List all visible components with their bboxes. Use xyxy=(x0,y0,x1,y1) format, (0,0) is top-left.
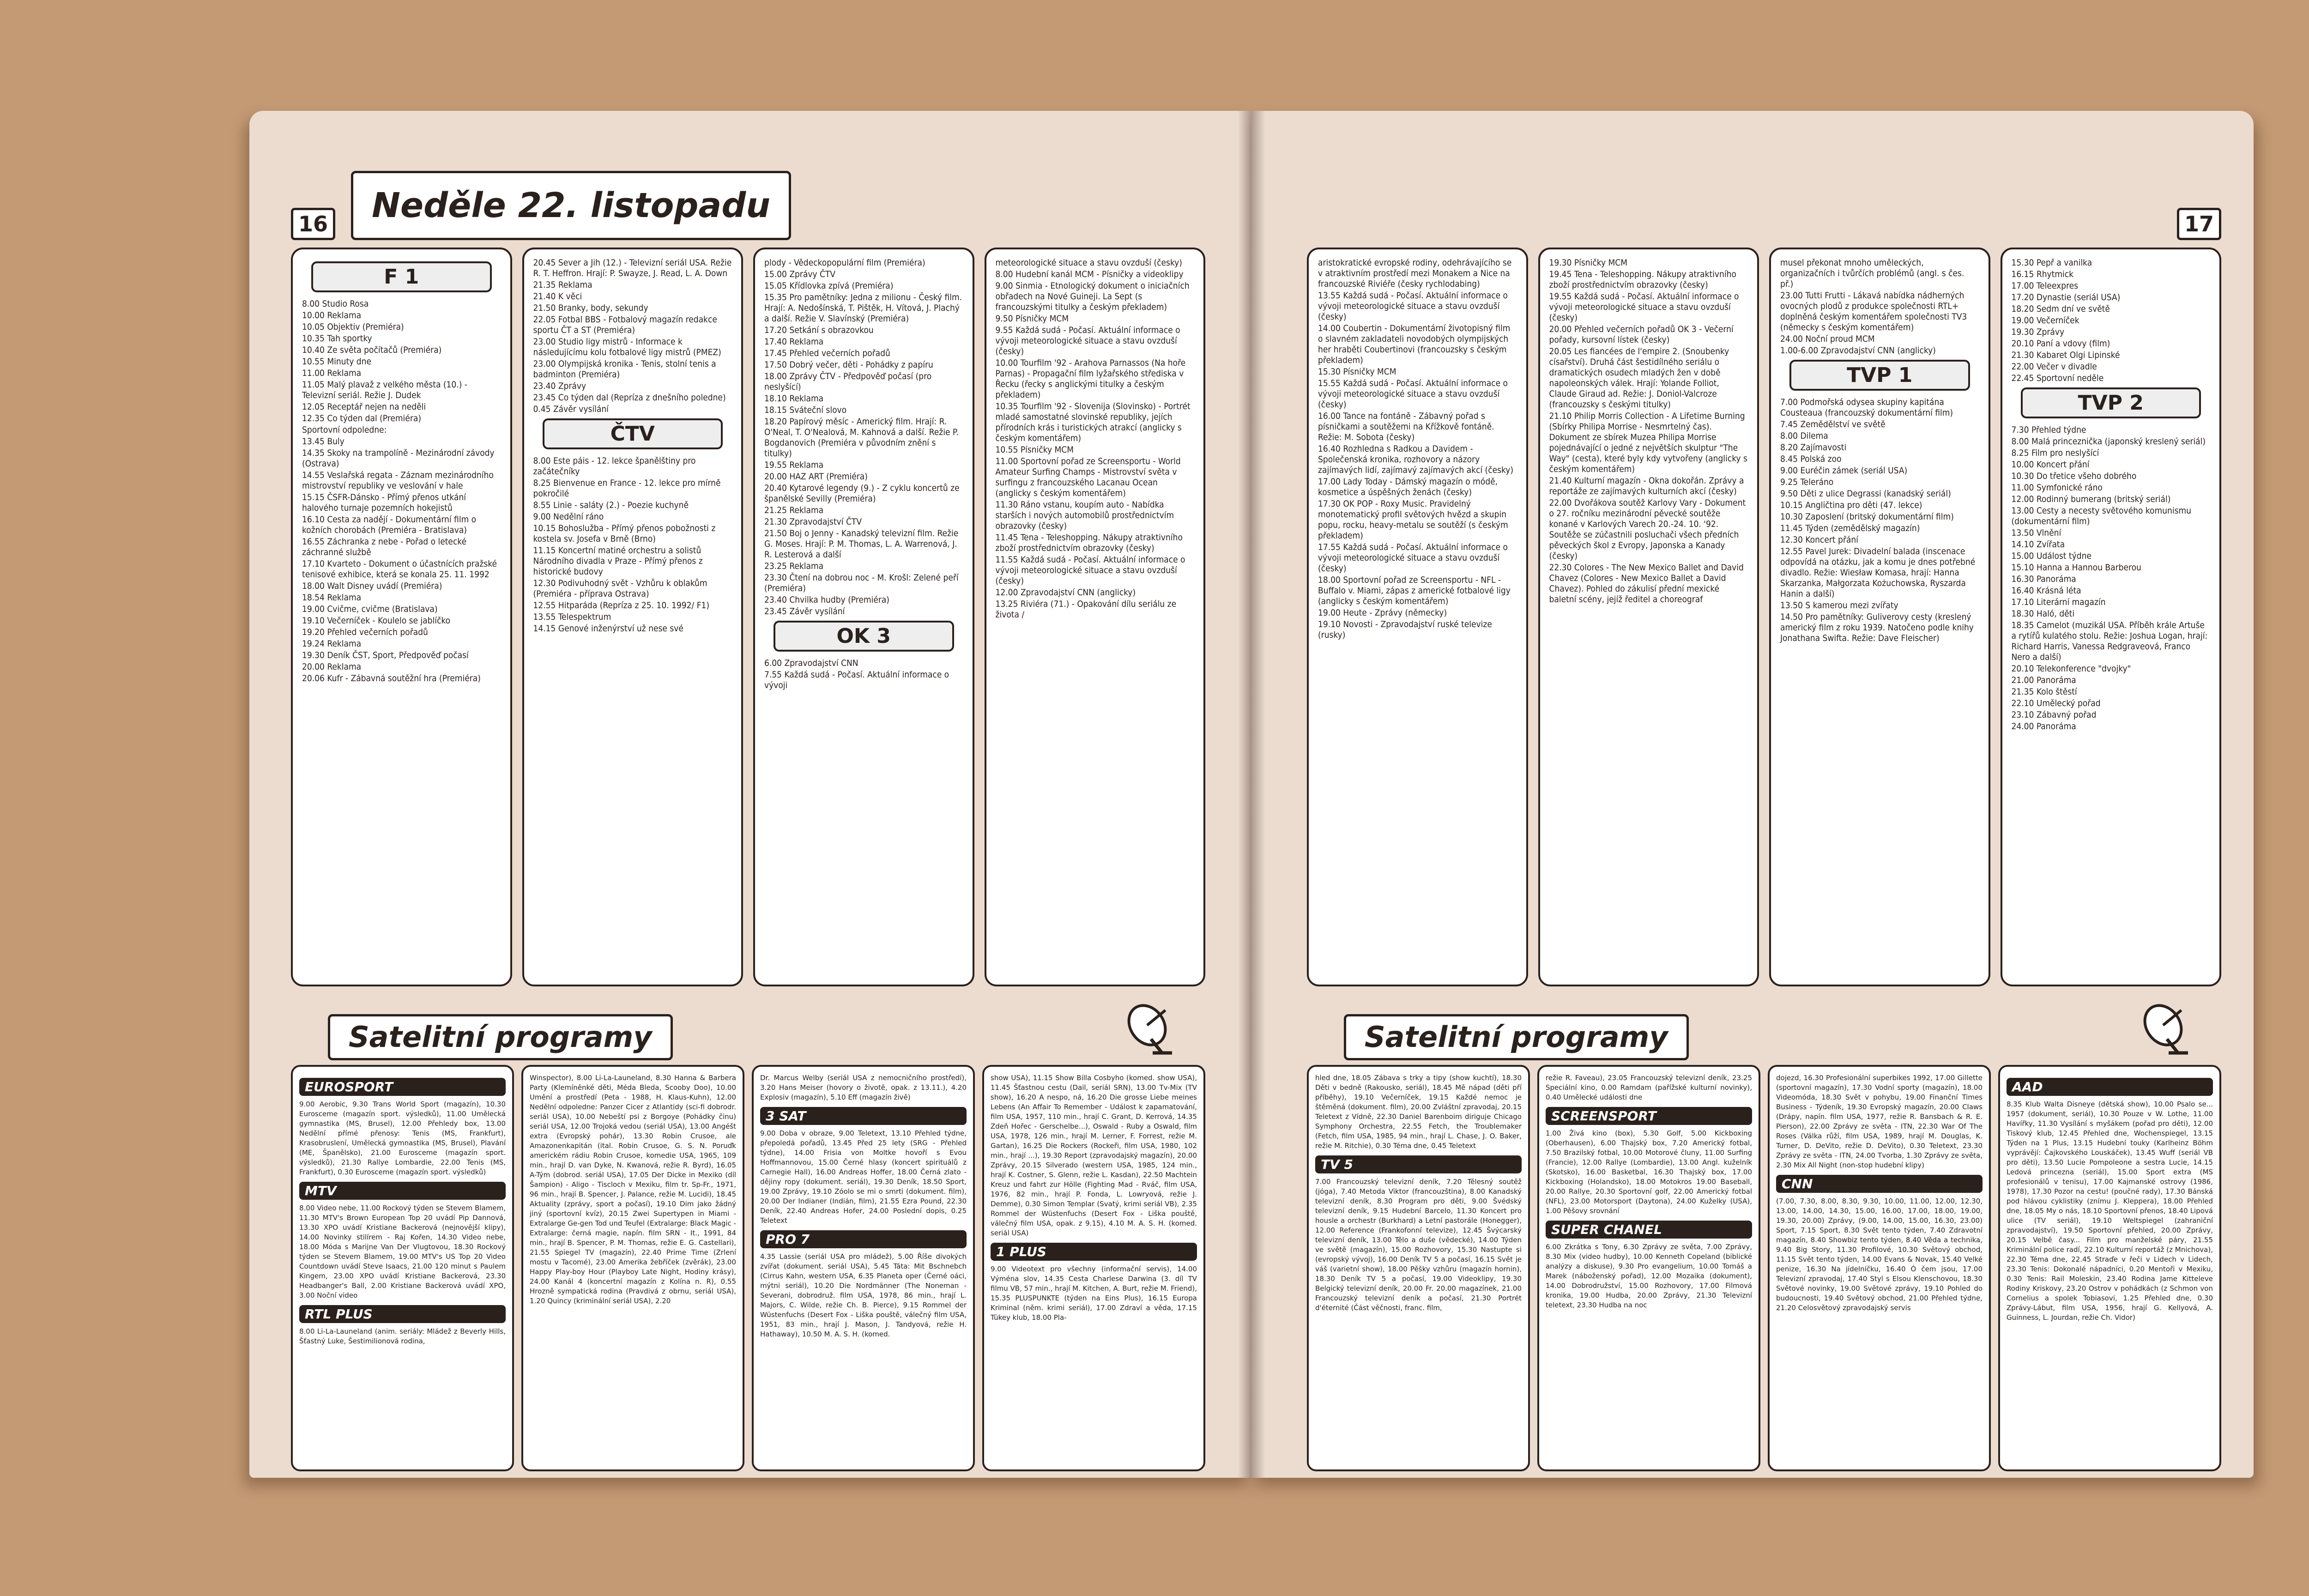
program-entry: 17.10 Kvarteto - Dokument o účastnících pražské tenisové exhibice, která se konala 25. 11. 1992 xyxy=(302,559,497,580)
program-entry: 11.00 Reklama xyxy=(302,368,362,378)
channel-label: TV 5 xyxy=(1315,1155,1522,1173)
program-entry: 8.00 Hudební kanál MCM - Písničky a videoklipy xyxy=(995,269,1184,279)
program-text: hled dne, 18.05 Zábava s trky a tipy (show kuchtí), 18.30 Děti v bedně (Rakousko, seriál), 18.45 Mě nápad (děti pří příběhy), 19.10 Večerníček, 19.15 Každé nemoc je štěměná (dokument. film), 20.00 Zvláštní zpravodaj, 20.15 Teletext z Vídně, 22.30 Daniel Barenboim diriguje Chicago Symphony Orchestra, 22.55 Fetch, the Troublemaker (Fetch, film USA, 1985, 94 min., hrají L. Chase, J. O. Baker, režie M. Ritchie), 0.30 Téma dne, 0.45 Teletext xyxy=(1315,1074,1522,1150)
program-text: 7.00 Francouzský televizní deník, 7.20 Tělesný soutěž (jóga), 7.40 Metoda Viktor (francouzština), 8.00 Kanadský televizní deník, 8.30 Program pro děti, 9.00 Švédský televizní deník, 9.15 Hudební Barcelo, 11.30 Koncert pro housle a orchestr (Burkhard) a Letní pastorále (Honegger), 12.00 Reference (Frankofonní televize), 12.45 Švýcarský televizní deník, 13.00 Tělo a duše (vědecké), 14.00 Týden ve světě (magazín), 15.00 Rozhovory, 15.30 Nastupte si (evropský vývoj), 16.00 Deník TV 5 a počasí, 16.15 Svět je váš (varietní show), 18.00 Pěšky vzhůru (magazín hornin), 18.30 Deník TV 5 a počasí, 19.00 Videoklipy, 19.30 Belgický televizní deník, 20.00 Fr. 20.00 magazínek, 21.00 Francouzský televizní deník a počasí, 21.30 Portrét d'éternité (Část věčnosti, franc. film, xyxy=(1315,1178,1522,1312)
program-entry: 11.00 Symfonické ráno xyxy=(2011,483,2103,493)
program-entry: 21.25 Reklama xyxy=(764,505,824,515)
satellite-column xyxy=(1998,1065,2221,1471)
program-text: Dr. Marcus Welby (seriál USA z nemocničního prostředí), 3.20 Hans Meiser (hovory o životě, opak. z 13.11.), 4.20 Explosiv (magazín), 5.10 Eff (magazín živě) xyxy=(760,1074,967,1101)
program-entry: 15.05 Křídlovka zpívá (Premiéra) xyxy=(764,281,894,291)
satellite-title: Satelitní programy xyxy=(328,1014,673,1060)
satellite-title: Satelitní programy xyxy=(1344,1014,1689,1060)
program-entry: 12.35 Co týden dal (Premiéra) xyxy=(302,413,421,423)
program-entry: 8.45 Polská zoo xyxy=(1780,454,1842,464)
channel-label: ČTV xyxy=(543,418,723,449)
program-entry: 9.50 Písničky MCM xyxy=(995,314,1069,324)
program-entry: 12.30 Podivuhodný svět - Vzhůru k oblakům (Premiéra - příprava Ostrava) xyxy=(533,578,707,599)
program-column xyxy=(522,248,743,986)
program-entry: 17.10 Literární magazín xyxy=(2011,597,2106,607)
program-entry: 22.45 Sportovní neděle xyxy=(2011,373,2104,383)
program-entry: 21.10 Philip Morris Collection - A Lifetime Burning (Sbírky Philipa Morrise - Nesmrtelný čas). Dokument ze sbírek Muzea Philipa Morrise pojednávající o jedné z největších skulptur "The Way" (cesta), které byly kdy vytvořeny (anglicky s českým komentářem) xyxy=(1549,411,1747,474)
program-entry: 23.30 Čtení na dobrou noc - M. Krošl: Zelené peří (Premiéra) xyxy=(764,573,959,593)
program-entry: 17.45 Přehled večerních pořadů xyxy=(764,348,890,358)
program-entry: 19.55 Každá sudá - Počasí. Aktuální informace o vývoji meteorologické situace a stavu ovzduší (česky) xyxy=(1549,291,1739,323)
program-entry: 11.45 Týden (zemědělský magazín) xyxy=(1780,523,1920,533)
program-entry: 13.50 S kamerou mezi zvířaty xyxy=(1780,600,1898,611)
program-entry: 14.35 Skoky na trampolíně - Mezinárodní závody (Ostrava) xyxy=(302,448,495,469)
program-entry: 15.15 ČSFR-Dánsko - Přímý přenos utkání halového turnaje pozemních hokejistů xyxy=(302,492,466,513)
program-entry: 18.00 Zprávy ČTV - Předpověď počasí (pro neslyšící) xyxy=(764,371,932,392)
satellite-column xyxy=(291,1065,514,1471)
program-entry: 18.30 Haló, děti xyxy=(2011,609,2075,619)
channel-label: 1 PLUS xyxy=(991,1243,1197,1261)
program-entry: 15.30 Písničky MCM xyxy=(1318,367,1396,377)
page-number: 17 xyxy=(2177,208,2221,240)
program-entry: 10.30 Zaposlení (britský dokumentární film) xyxy=(1780,512,1954,522)
magazine-spread xyxy=(249,111,2254,1478)
channel-label: TVP 2 xyxy=(2021,387,2201,418)
program-entry: 13.55 Každá sudá - Počasí. Aktuální informace o vývoji meteorologické situace a stavu ovzduší (česky) xyxy=(1318,290,1508,322)
program-entry: 10.55 Minuty dne xyxy=(302,357,371,367)
day-title: Neděle 22. listopadu xyxy=(351,171,791,240)
program-entry: 16.30 Panoráma xyxy=(2011,574,2076,584)
program-entry: 9.00 Euréčin zámek (seriál USA) xyxy=(1780,466,1908,476)
program-entry: 1.00-6.00 Zpravodajství CNN (anglicky) xyxy=(1780,345,1936,356)
program-entry: 10.35 Tah sportky xyxy=(302,333,372,344)
program-entry: 8.00 Este páis - 12. lekce španělštiny pro začátečníky xyxy=(533,456,696,477)
program-text: režie R. Faveau), 23.05 Francouzský televizní deník, 23.25 Speciální kino, 0.00 Ramdam (pařížské kulturní novinky), 0.40 Umělecké události dne xyxy=(1546,1074,1752,1101)
program-entry: 18.54 Reklama xyxy=(302,592,362,603)
program-entry: 8.55 Linie - saláty (2.) - Poezie kuchyně xyxy=(533,500,689,510)
program-text: 1.00 Živá kino (box), 5.30 Golf, 5.00 Kickboxing (Oberhausen), 6.00 Thajský box, 7.20 Americký fotbal, 7.50 Brazilský fotbal, 10.00 Motorové čluny, 11.00 Surfing (Francie), 12.00 Rallye (Lombardie), 13.00 Angl. kuželník (Skotsko), 16.00 Basketbal, 16.30 Thajský box, 17.00 Kickboxing (Holandsko), 18.00 Motokros 19.00 Baseball, 20.00 Rallye, 20.30 Sportovní golf, 22.00 Americký fotbal (NFL), 23.00 Motorsport (Daytona), 24.00 Kuželky (USA), 1.00 Pěšovy srovnání xyxy=(1546,1129,1752,1215)
program-entry: 10.15 Angličtina pro děti (47. lekce) xyxy=(1780,500,1922,510)
program-entry: 12.00 Rodinný bumerang (britský seriál) xyxy=(2011,494,2171,504)
program-text: 9.00 Aerobic, 9.30 Trans World Sport (magazín), 10.30 Eurosceme (magazín sport. výsledků), 11.00 Umělecká gymnastika (MS, Brusel), 12.00 Přehledy box, 13.00 Nedělní přímé přenosy: Tenis (MS, Frankfurt), Krasobruslení, Umělecká gymnastika (MS, Brusel), Plavání (ME, Španělsko), 21.00 Eurosceme (magazín sport. výsledků), 21.30 Rallye Lombardie, 22.00 Tenis (MS, Frankfurt), 0.30 Eurosceme (magazín sport. výsledků) xyxy=(299,1100,506,1176)
program-entry: 23.40 Zprávy xyxy=(533,381,586,391)
program-entry: 24.00 Noční proud MCM xyxy=(1780,334,1875,344)
program-entry: 17.50 Dobrý večer, děti - Pohádky z papíru xyxy=(764,360,933,370)
satellite-column xyxy=(1537,1065,1760,1471)
satellite-column xyxy=(752,1065,975,1471)
program-text: 9.00 Doba v obraze, 9.00 Teletext, 13.10 Přehled týdne, přepoledá pořadů, 13.45 Před 25 lety (SRG - Přehled týdne), 14.00 Frisia von Moltke hovoří s Evou Hoffmannovou, 15.00 Černé hlasy (koncert spirituálů z Carnegie Hall), 16.00 Andreas Hoffer, 18.00 Černá zlato - dějiny ropy (dokument. seriál), 19.30 Deník, 18.50 Sport, 19.00 Zprávy, 19.10 Zóolo se mi o smrti (dokument. film), 20.00 Der Indianer (Indián, film), 21.55 Ezra Pound, 22.30 Deník, 22.40 Andreas Hofer, 24.00 Poslední dopis, 0.25 Teletext xyxy=(760,1129,967,1225)
program-text: dojezd, 16.30 Profesionální superbikes 1992, 17.00 Gillette (sportovní magazín), 17.30 Vodní sporty (magazín), 18.00 Videomóda, 18.30 Svět v pohybu, 19.00 Finanční Times Business - Týdeník, 19.30 Evropský magazín, 20.00 Claws (Drápy, napín. film USA, 1977, režie R. Bansbach & R. E. Pierson), 22.00 Zprávy ze světa - ITN, 22.30 War Of The Roses (Válka růží, film USA, 1989, hrají M. Douglas, K. Turner, D. DeVito, režie D. DeVito), 0.30 Teletext, 23.30 Zprávy ze světa - ITN, 24.00 Tvorba, 1.30 Zprávy ze světa, 2.30 Mix All Night (non-stop hudební klipy) xyxy=(1776,1074,1983,1169)
program-entry: 7.30 Přehled týdne xyxy=(2011,425,2086,435)
channel-label: TVP 1 xyxy=(1789,360,1970,391)
program-entry: 22.05 Fotbal BBS - Fotbalový magazín redakce sportu ČT a ST (Premiéra) xyxy=(533,314,717,335)
program-entry: 21.35 Kolo štěstí xyxy=(2011,687,2077,697)
program-entry: aristokratické evropské rodiny, odehrávajícího se v atraktivním prostředí mezi Monakem a Nice na francouzské Riviéře (česky rychlodabing) xyxy=(1318,258,1512,289)
program-text: show USA), 11.15 Show Billa Cosbyho (komed. show USA), 11.45 Šťastnou cestu (Dail, seriál SRN), 13.00 Tv-Mix (TV show), 16.20 A nespo, ná, 16.20 Die grosse Liebe meines Lebens (An Affair To Remember - Událost k zapamatování, film USA, 1957, 110 min., hrají C. Grant, D. Kerrová, 14.35 Zdeň Hořec - Gerschelbe...), Oswald - Ruby a Oswald, film USA, 1978, 126 min., hrají M. Lerner, F. Forrest, režie M. Gartan), 16.25 Die Rockers (Rockeři, film USA, 1980, 102 min., hrají ...), 19.30 Report (zpravodajský magazín), 20.00 Zprávy, 20.15 Silverado (western USA, 1985, 124 min., hrají K. Costner, S. Glenn, režie L. Kasdan), 22.50 Machtein Kreuz und fahrt zur Hölle (Fighting Mad - Rváč, film USA, 1976, 82 min., hrají P. Fonda, L. Lowryová, režie J. Demme), 0.30 Simon Templar (Svatý, krimi seriál VB), 2.35 Rommel der Wüstenfuchs (Desert Fox - Liška pouště, válečný film USA, opak. z 9.15), 4.10 M. A. S. H. (komed. seriál USA) xyxy=(991,1074,1197,1237)
program-entry: 23.40 Chvilka hudby (Premiéra) xyxy=(764,595,889,605)
program-entry: 22.10 Umělecký pořad xyxy=(2011,698,2101,708)
satellite-grid xyxy=(1307,1065,2221,1471)
program-entry: 12.00 Zpravodajství CNN (anglicky) xyxy=(995,587,1136,598)
program-entry: 21.40 Kulturní magazín - Okna dokořán. Zprávy a reportáže ze zajímavých kulturních akcí (česky) xyxy=(1549,476,1744,496)
program-text: (7.00, 7.30, 8.00, 8.30, 9.30, 10.00, 11.00, 12.00, 12.30, 13.00, 14.00, 14.30, 15.00, 16.00, 17.00, 18.00, 19.00, 19.30, 20.00) Zprávy, (9.00, 14.00, 15.00, 16.30, 23.00) Sport, 7.15 Sport, 8.30 Svět tento týden, 7.40 Zdravotní magazín, 8.40 Showbiz tento týden, 8.40 Věda a technika, 9.40 Big Story, 11.30 Profilové, 10.30 Světový obchod, 11.15 Svět tento týden, 14.00 Evans & Novak, 15.40 Velké penize, 16.30 Na jídelníčku, 16.40 Ó čem jsou, 17.00 Televizní zpravodaj, 17.40 Styl s Elsou Klenschovou, 18.30 Světové novinky, 19.00 Světové zprávy, 19.10 Pohled do budoucnosti, 19.40 Světový obchod, 21.00 Přehled týdne, 21.20 Celosvětový zpravodajský servis xyxy=(1776,1197,1983,1312)
program-grid xyxy=(291,248,1205,986)
program-entry: 10.00 Reklama xyxy=(302,310,362,320)
program-entry: 7.55 Každá sudá - Počasí. Aktuální informace o vývoji xyxy=(764,670,949,690)
program-column xyxy=(985,248,1206,986)
right-header xyxy=(1307,166,2221,240)
program-entry: 16.40 Rozhledna s Radkou a Davidem - Společenská kronika, rozhovory a názory zajímavých lidí, zajímavý zajímavých akcí (česky) xyxy=(1318,444,1514,475)
program-entry: 18.20 Sedm dní ve světě xyxy=(2011,304,2110,314)
channel-label: RTL PLUS xyxy=(299,1305,506,1323)
program-text: Winspector), 8.00 Li-La-Launeland, 8.30 Hanna & Barbera Party (Klemíněnké děti, Méda Bleda, Scooby Doo), 10.00 Umění a prostředí (Peta - 1988, H. Klaus-Kuhn), 12.00 Nedělní odpoledne: Panzer Cicer z Atlantidy (sci-fi dobrodr. seriál USA), 10.00 Nebeští psi z Borgoye (Pohádky činu) seriál USA, 12.00 Trojoká vedou (seriál USA), 13.00 Angéšt extra (Evropský pohár), 13.30 Robin Crusoe, ale Amazonenkapitán (ital. Robin Crusoe, G. S. N. Poruďk americkém rádiu Robin Crusoe, komedie USA, 1965, 109 min., hrají D. van Dyke, N. Kwanová, režie R. Byrd), 16.05 A-Tým (dobrod. seriál USA), 17.05 Der Dicke in Mexiko (díl Šampion) - Aligo - Tiscloch v Mexiku, film tr. Sp-Fr., 1971, 96 min., hrají B. Spencer, J. Palance, režie M. Lucidi), 18.45 Aktuality (zprávy, sport a počasí), 19.10 Dim jako žádný jiný (sportovní kvíz), 20.15 Zwei Supertypen in Miami - Extralarge Ge-gen Tod und Teufel (Extralarge: Black Magic - Extralarge: černá magie, napín. film SRN - It., 1991, 84 min., hrají B. Spencer, P. M. Thomas, režie E. G. Castellari), 21.55 Spiegel TV (magazín), 22.40 Prime Time (Zrlení mostu v Tacomé), 23.00 Amerika žebříček (zvěrák), 23.00 Happy Play-boy Hour (Playboy Late Night, Hodiny krásy), 24.00 Kanál 4 (koncertní magazín z Kolína n. R), 0.55 Hrozně sympatická rodina (Pravdivá z obrnu, seriál USA), 1.20 Quincy (kriminální seriál USA), 2.20 xyxy=(530,1074,736,1305)
program-entry: 11.05 Malý plavaž z velkého města (10.) - Televizní seriál. Režie J. Dudek xyxy=(302,380,467,400)
program-entry: 11.55 Každá sudá - Počasí. Aktuální informace o vývoji meteorologické situace a stavu ovzduší (česky) xyxy=(995,555,1185,586)
program-entry: musel překonat mnoho uměleckých, organizačních i tvůrčích problémů (angl. s čes. př.) xyxy=(1780,258,1964,289)
program-entry: 12.55 Hitparáda (Repríza z 25. 10. 1992/ F1) xyxy=(533,600,710,611)
program-entry: 15.35 Pro pamětníky: Jedna z milionu - Český film. Hrají: A. Nedošínská, T. Pištěk, H. Vítová, J. Plachý a další. Režie V. Slavínský (Premiéra) xyxy=(764,292,962,324)
program-entry: 17.20 Setkání s obrazovkou xyxy=(764,325,874,335)
program-entry: 19.10 Večerníček - Koulelo se jablíčko xyxy=(302,616,451,626)
program-entry: 7.45 Zemědělství ve světě xyxy=(1780,419,1886,429)
channel-label: AAD xyxy=(2007,1078,2213,1096)
program-entry: 10.15 Bohoslužba - Přímý přenos pobožnosti z kostela sv. Josefa v Brně (Brno) xyxy=(533,523,716,544)
channel-label: PRO 7 xyxy=(760,1230,967,1248)
program-grid xyxy=(1307,248,2221,986)
satellite-column xyxy=(1768,1065,1991,1471)
program-entry: 18.20 Papírový měsíc - Americký film. Hrají: R. O'Neal, T. O'Nealová, M. Kahnová a další. Režie P. Bogdanovich (Premiéra v původním znění s titulky) xyxy=(764,417,959,459)
program-text: 8.35 Klub Walta Disneye (dětská show), 10.00 Psalo se... 1957 (dokument, seriál), 10.30 Pouze v W. Lothe, 11.00 Havířky, 11.30 Vysílání s myšákem (pořad pro děti), 12.00 Tiskový klub, 12.45 Přehled dne, Wochenspiegel, 13.15 Týden na 1 Plus, 13.15 Hudební touky (Karlheinz Böhm vyprávějí: Čajkovského Louskáček), 13.45 Wuff (seriál VB pro děti), 13.50 Lucie Pompoleone a sestra Lucie, 14.15 Ledová princezna (seriál), 15.00 Sport extra (MS profesionálů v tenisu), 17.00 Kajmanské ostrovy (1986, 1978), 17.30 Pozor na cestu! (poučné rady), 17.30 Bánská pod hlávou cyklistiky (znímu J. Kleppera), 18.00 Přehled dne, 18.05 My o nás, 18.10 Sportovní přenos, 18.40 Lipová ulice (TV seriál), 19.10 Weltspiegel (zahraniční zpravodajství), 19.50 Sportovní přehled, 20.00 Zprávy, 20.15 Velbě časy... Film pro manželské páry, 21.55 Kriminální police radí, 22.10 Kulturní reportáž (z Mnichova), 22.30 Téma dne, 22.45 Straďe v řeči v Lidech v Lidech, 23.30 Tenis: Dokonalé nápadníci, 0.20 Mentoři v Mexiku, 0.30 Tenis: Rail Moleskin, 23.40 Rodina Jame Kitteleve Rodiny Kriskovy, 23.20 Ostrov v pohádkách (z Schmon von Cornelius a spolek Tobiasovi, 1.25 Přehled dne, 0.30 Zprávy-Lábut, film USA, 1956, hrají G. Kellyová, A. Guinness, L. Jourdan, režie Ch. Vidor) xyxy=(2007,1100,2213,1322)
channel-label: 3 SAT xyxy=(760,1107,967,1125)
program-entry: 18.15 Sváteční slovo xyxy=(764,405,847,415)
program-entry: 11.15 Koncertní matiné orchestru a solistů Národního divadla v Praze - Přímý přenos z historické budovy xyxy=(533,545,703,577)
program-entry: 8.25 Bienvenue en France - 12. lekce pro mírně pokročilé xyxy=(533,478,721,499)
program-entry: 15.30 Pepř a vanilka xyxy=(2011,258,2092,268)
program-entry: 13.55 Telespektrum xyxy=(533,612,611,622)
program-entry: 9.55 Každá sudá - Počasí. Aktuální informace o vývoji meteorologické situace a stavu ovzduší (česky) xyxy=(995,325,1180,357)
program-entry: 16.15 Rhytmick xyxy=(2011,269,2074,279)
program-column xyxy=(291,248,512,986)
satellite-dish-icon xyxy=(2138,1000,2194,1056)
program-entry: 6.00 Zpravodajství CNN xyxy=(764,658,858,668)
spine-fold xyxy=(1238,111,1265,1478)
program-column xyxy=(1769,248,1990,986)
program-entry: 23.10 Zábavný pořad xyxy=(2011,710,2097,720)
program-entry: 8.25 Film pro neslyšící xyxy=(2011,448,2099,458)
program-text: 6.00 Zkrátka s Tony, 6.30 Zprávy ze světa, 7.00 Zprávy, 8.30 Mix (video hudby), 10.00 Kenneth Copeland (biblické analýzy a diskuse), 9.30 Pro evangelium, 10.00 Tomáš a Marek (náboženský pořad), 12.00 Mozaika (dokument), 14.00 Dobrodružství, 15.00 Rozhovory, 17.00 Filmová kronika, 19.00 Hudba, 20.00 Zprávy, 21.30 Televizní teletext, 23.30 Hudba na noc xyxy=(1546,1243,1752,1309)
program-entry: 10.55 Písničky MCM xyxy=(995,445,1074,455)
program-entry: 17.30 OK POP - Roxy Music. Pravidelný monotematický profil světových hvězd a skupin popu, rocku, heavy-metalu se soutěží (s českým překladem) xyxy=(1318,499,1508,541)
program-entry: 9.00 Sinmia - Etnologický dokument o iniciačních obřadech na Nové Guineji. La Sept (s francouzskými titulky a českým překladem) xyxy=(995,281,1190,312)
program-entry: 10.00 Tourfilm '92 - Arahova Parnassos (Na hoře Parnas) - Propagační film lyžařského střediska v Řecku (řecky s anglickými titulky a českým překladem) xyxy=(995,358,1186,400)
program-entry: 0.45 Závěr vysílání xyxy=(533,404,609,414)
program-entry: 11.45 Tena - Teleshopping. Nákupy atraktivního zboží prostřednictvím obrazovky (česky) xyxy=(995,532,1183,553)
program-entry: 8.20 Zajímavosti xyxy=(1780,442,1847,453)
program-entry: 23.00 Olympijská kronika - Tenis, stolní tenis a badminton (Premiéra) xyxy=(533,359,716,380)
program-entry: 15.55 Každá sudá - Počasí. Aktuální informace o vývoji meteorologické situace a stavu ovzduší (česky) xyxy=(1318,378,1508,410)
program-entry: 18.00 Walt Disney uvádí (Premiéra) xyxy=(302,581,442,591)
program-entry: 18.35 Camelot (muzikál USA. Příběh krále Artuše a rytířů kulatého stolu. Režie: Joshua Logan, hrají: Richard Harris, Vanessa Redgraveová, Franco Nero a další) xyxy=(2011,620,2208,662)
program-entry: Sportovní odpoledne: xyxy=(302,425,387,435)
program-entry: 15.00 Zprávy ČTV xyxy=(764,269,836,279)
channel-label: CNN xyxy=(1776,1175,1983,1193)
left-header xyxy=(291,166,1205,240)
program-entry: 14.55 Veslařská regata - Záznam mezinárodního mistrovství republiky ve veslování v hale xyxy=(302,470,494,491)
satellite-dish-icon xyxy=(1122,1000,1178,1056)
program-entry: 9.25 Teleráno xyxy=(1780,477,1834,487)
program-entry: 20.00 Přehled večerních pořadů OK 3 - Večerní pořady, kursovní lístek (česky) xyxy=(1549,324,1734,345)
program-entry: 15.00 Událost týdne xyxy=(2011,551,2091,561)
program-entry: 19.20 Přehled večerních pořadů xyxy=(302,627,428,637)
program-entry: 13.50 Vlnění xyxy=(2011,528,2061,538)
program-entry: 21.50 Branky, body, sekundy xyxy=(533,303,648,313)
program-entry: 10.05 Objektiv (Premiéra) xyxy=(302,322,404,332)
program-entry: 20.00 HAZ ART (Premiéra) xyxy=(764,472,868,482)
program-entry: 19.55 Reklama xyxy=(764,460,824,470)
program-column xyxy=(1538,248,1759,986)
program-text: 8.00 Li-La-Launeland (anim. seriály: Mládež z Beverly Hills, Šťastný Luke, Šestimilionová rodina, xyxy=(299,1327,506,1345)
program-entry: 23.00 Studio ligy mistrů - Informace k následujícímu kolu fotbalové ligy mistrů (PMEZ) xyxy=(533,337,721,357)
program-entry: 10.30 Do třetice všeho dobrého xyxy=(2011,471,2137,481)
program-entry: 19.30 Zprávy xyxy=(2011,327,2065,337)
program-entry: 12.55 Pavel Jurek: Divadelní balada (inscenace odpovídá na otázku, jak a komu je dnes potřebné divadlo. Režie: Wiesław Komasa, hrají: Hanna Skarzanka, Małgorzata Kożuchowska, Ryszarda Hanin a další) xyxy=(1780,546,1976,599)
program-entry: 14.00 Coubertin - Dokumentární životopisný film o slavném zakladateli novodobých olympijských her hraběti Coubertinovi (francouzsky s českým překladem) xyxy=(1318,323,1511,365)
channel-label: EUROSPORT xyxy=(299,1078,506,1096)
right-page xyxy=(1251,111,2254,1478)
left-page xyxy=(249,111,1251,1478)
program-column xyxy=(753,248,974,986)
program-entry: 11.00 Sportovní pořad ze Screensportu - World Amateur Surfing Champs - Mistrovství světa v surfingu z francouzského Lacanau Ocean (anglicky s českým komentářem) xyxy=(995,456,1181,498)
satellite-column xyxy=(521,1065,744,1471)
program-entry: 21.40 K věci xyxy=(533,291,582,302)
program-entry: 20.00 Reklama xyxy=(302,662,362,672)
channel-label: OK 3 xyxy=(774,621,954,652)
program-entry: 19.10 Novosti - Zpravodajství ruské televize (rusky) xyxy=(1318,619,1492,640)
program-column xyxy=(1307,248,1528,986)
program-entry: 20.45 Sever a Jih (12.) - Televizní seriál USA. Režie R. T. Heffron. Hrají: P. Swayze, J. Read, L. A. Down xyxy=(533,258,732,278)
satellite-column xyxy=(982,1065,1205,1471)
program-entry: 8.00 Studio Rosa xyxy=(302,299,369,309)
program-entry: 20.40 Kytarové legendy (9.) - Z cyklu koncertů ze španělské Sevilly (Premiéra) xyxy=(764,483,960,504)
program-entry: 18.10 Reklama xyxy=(764,393,824,404)
program-entry: meteorologické situace a stavu ovzduší (česky) xyxy=(995,258,1182,268)
program-entry: 19.00 Večerníček xyxy=(2011,315,2079,326)
program-entry: 16.40 Krásná léta xyxy=(2011,586,2081,596)
program-entry: 9.00 Nedělní ráno xyxy=(533,512,604,522)
channel-label: SUPER CHANEL xyxy=(1546,1221,1752,1239)
program-entry: 19.30 Písničky MCM xyxy=(1549,258,1627,268)
program-entry: 10.00 Koncert přání xyxy=(2011,459,2090,470)
program-entry: 17.00 Teleexpres xyxy=(2011,281,2079,291)
program-entry: 19.00 Cvičme, cvičme (Bratislava) xyxy=(302,604,438,614)
program-entry: 17.00 Lady Today - Dámský magazín o módě, kosmetice a úspěšných ženách (česky) xyxy=(1318,477,1498,497)
program-entry: 21.00 Panoráma xyxy=(2011,675,2076,685)
program-entry: 12.30 Koncert přání xyxy=(1780,535,1858,545)
program-entry: 24.00 Panoráma xyxy=(2011,721,2076,732)
program-entry: 12.05 Receptář nejen na neděli xyxy=(302,402,426,412)
program-column xyxy=(2001,248,2222,986)
program-entry: 16.10 Cesta za nadějí - Dokumentární film o kožních chorobách (Premiéra - Bratislava) xyxy=(302,514,477,535)
program-entry: 11.30 Ráno vstanu, koupím auto - Nabídka starších i nových automobilů prostřednictvím obrazovky (česky) xyxy=(995,500,1174,531)
program-entry: 17.55 Každá sudá - Počasí. Aktuální informace o vývoji meteorologické situace a stavu ovzduší (česky) xyxy=(1318,542,1508,574)
program-entry: 22.00 Večer v divadle xyxy=(2011,362,2097,372)
program-entry: 23.25 Reklama xyxy=(764,561,824,571)
program-entry: 8.00 Dilema xyxy=(1780,431,1828,441)
program-entry: 18.00 Sportovní pořad ze Screensportu - NFL - Buffalo v. Miami, zápas z americké fotbalové ligy (anglicky s českým komentářem) xyxy=(1318,575,1511,606)
program-text: 8.00 Video nebe, 11.00 Rockový týden se Stevem Blamem, 11.30 MTV's Brown European Top 20 uvádí Pip Dannová, 13.30 XPO uvádí Kristiane Backerová (nejnovější klipy), 14.00 Novinky stilírem - Raj Kořen, 14.30 Video nebe, 18.00 Móda s Marijne Van Der Vlugtovou, 18.30 Rockový týden se Stevem Blamem, 19.00 MTV's US Top 20 Video Countdown uvádí Steve Isaacs, 21.00 120 minut s Paulem Kingem, 23.00 XPO uvádí Kristiane Backerová, 23.30 Headbanger's Ball, 2.00 Kristiane Backerová uvádí XPO, 3.00 Noční video xyxy=(299,1204,506,1300)
program-entry: 10.35 Tourfilm '92 - Slovenija (Slovinsko) - Portrét mladé samostatné slovinské republiky, jejích přírodních krás i turistických atrakcí (anglicky s českým komentářem) xyxy=(995,401,1191,443)
program-entry: 10.40 Ze světa počítačů (Premiéra) xyxy=(302,345,442,355)
program-entry: 7.00 Podmořská odysea skupiny kapitána Cousteaua (francouzský dokumentární film) xyxy=(1780,397,1953,418)
satellite-header xyxy=(291,1000,1205,1065)
program-entry: 8.00 Malá princeznička (japonský kreslený seriál) xyxy=(2011,436,2206,447)
program-entry: 19.45 Tena - Teleshopping. Nákupy atraktivního zboží prostřednictvím obrazovky (česky) xyxy=(1549,269,1736,290)
program-entry: 19.00 Heute - Zprávy (německy) xyxy=(1318,608,1447,618)
program-entry: 22.00 Dvořákova soutěž Karlovy Vary - Dokument o 27. ročníku mezinárodní pěvecké soutěže konané v Karlových Varech 20.-24. 10. '92. Soutěže se zúčastnili posluchači všech předních pěveckých škol z Evropy, Japonska a Kanady (česky) xyxy=(1549,498,1746,561)
program-entry: 17.40 Reklama xyxy=(764,337,824,347)
program-entry: 13.45 Buly xyxy=(302,436,345,447)
program-entry: 22.30 Colores - The New Mexico Ballet and David Chavez (Colores - New Mexico Ballet a David Chavez). Pohled do zákulisí přední mexické baletní scény, jejíž ředitel a choreograf xyxy=(1549,562,1744,605)
program-entry: 19.30 Deník ČST, Sport, Předpověď počasí xyxy=(302,650,469,660)
program-entry: 16.55 Záchranka z nebe - Pořad o letecké záchranné službě xyxy=(302,537,467,557)
satellite-column xyxy=(1307,1065,1530,1471)
program-entry: 9.50 Děti z ulice Degrassi (kanadský seriál) xyxy=(1780,489,1951,499)
program-entry: 21.35 Reklama xyxy=(533,280,592,290)
program-entry: 19.24 Reklama xyxy=(302,639,362,649)
program-entry: 14.15 Genové inženýrství už nese své xyxy=(533,623,683,634)
channel-label: SCREENSPORT xyxy=(1546,1107,1752,1125)
program-entry: 20.06 Kufr - Zábavná soutěžní hra (Premiéra) xyxy=(302,673,481,683)
program-entry: 23.45 Co týden dal (Repríza z dnešního poledne) xyxy=(533,393,726,403)
program-entry: 23.45 Závěr vysílání xyxy=(764,606,845,617)
satellite-header xyxy=(1307,1000,2221,1065)
program-entry: plody - Vědeckopopulární film (Premiéra) xyxy=(764,258,925,268)
program-text: 4.35 Lassie (seriál USA pro mládež), 5.00 Říše divokých zvířat (dokument. seriál USA), 5.45 Táta: Mit Bschnebch (Cirrus Kahn, western USA, 6.35 Planeta oper (Černé oáci, mýtni seriál), 10.20 Die Nordmänner (The Noneman - Severani, dobrodruž. film USA, 1978, 86 min., hrají L. Majors, C. Wilde, režie Ch. B. Pierce), 9.15 Rommel der Wüstenfuchs (Desert Fox - Liška pouště, válečný film USA, 1951, 83 min., hrají J. Mason, J. Tandyová, režie H. Hathaway), 10.50 M. A. S. H. (komed. xyxy=(760,1252,967,1338)
program-entry: 20.05 Les fiancées de l'empire 2. (Snoubenky císařství). Druhá část šestidílného seriálu o dramatických osudech mladých žen v době napoleonských válek. Hrají: Yolande Folliot, Claude Giraud ad. Režie: J. Doniol-Valcroze (francouzsky s českými titulky) xyxy=(1549,346,1729,410)
program-entry: 23.00 Tutti Frutti - Lákavá nabídka nádherných ovocných plodů z produkce společnosti RTL+ doplněná českým komentářem společnosti TV3 (německy s českým komentářem) xyxy=(1780,290,1967,332)
program-entry: 20.10 Telekonference "dvojky" xyxy=(2011,664,2131,674)
satellite-grid xyxy=(291,1065,1205,1471)
program-entry: 21.30 Kabaret Olgi Lipinské xyxy=(2011,350,2120,360)
program-entry: 13.00 Cesty a necesty světového komunismu (dokumentární film) xyxy=(2011,506,2191,526)
program-entry: 15.10 Hanna a Hannou Barberou xyxy=(2011,562,2141,573)
program-entry: 16.00 Tance na fontáně - Zábavný pořad s písničkami a soutěžemi na Křížkově fontáně. Režie: M. Sobota (česky) xyxy=(1318,411,1494,442)
program-entry: 20.10 Paní a vdovy (film) xyxy=(2011,339,2110,349)
program-text: 9.00 Videotext pro všechny (informační servis), 14.00 Výména slov, 14.35 Cesta Charlese Darwina (3. díl TV filmu VB, 57 min., hrají M. Kitchen, A. Burt, režie M. Friend), 15.35 PLUSPUNKTE (týden na Eins Plus), 16.15 Europa Kriminal (něm. krimi seriál), 17.00 Zdraví a věda, 17.15 Tükey klub, 18.00 Pla- xyxy=(991,1265,1197,1322)
channel-label: MTV xyxy=(299,1182,506,1200)
channel-label: F 1 xyxy=(311,261,492,292)
program-entry: 14.10 Zvířata xyxy=(2011,539,2065,550)
program-entry: 17.20 Dynastie (seriál USA) xyxy=(2011,292,2121,302)
program-entry: 21.30 Zpravodajství ČTV xyxy=(764,517,862,527)
program-entry: 21.50 Boj o Jenny - Kanadský televizní film. Režie G. Moses. Hrají: P. M. Thomas, L. A. Warrenová, J. R. Lesterová a další xyxy=(764,528,959,560)
program-entry: 13.25 Riviéra (71.) - Opakování dílu seriálu ze života / xyxy=(995,599,1177,620)
page-number: 16 xyxy=(291,208,335,240)
program-entry: 14.50 Pro pamětníky: Guliverovy cesty (kreslený americký film z roku 1939. Natočeno podle knihy Jonathana Swifta. Režie: Dave Fleischer) xyxy=(1780,612,1974,643)
